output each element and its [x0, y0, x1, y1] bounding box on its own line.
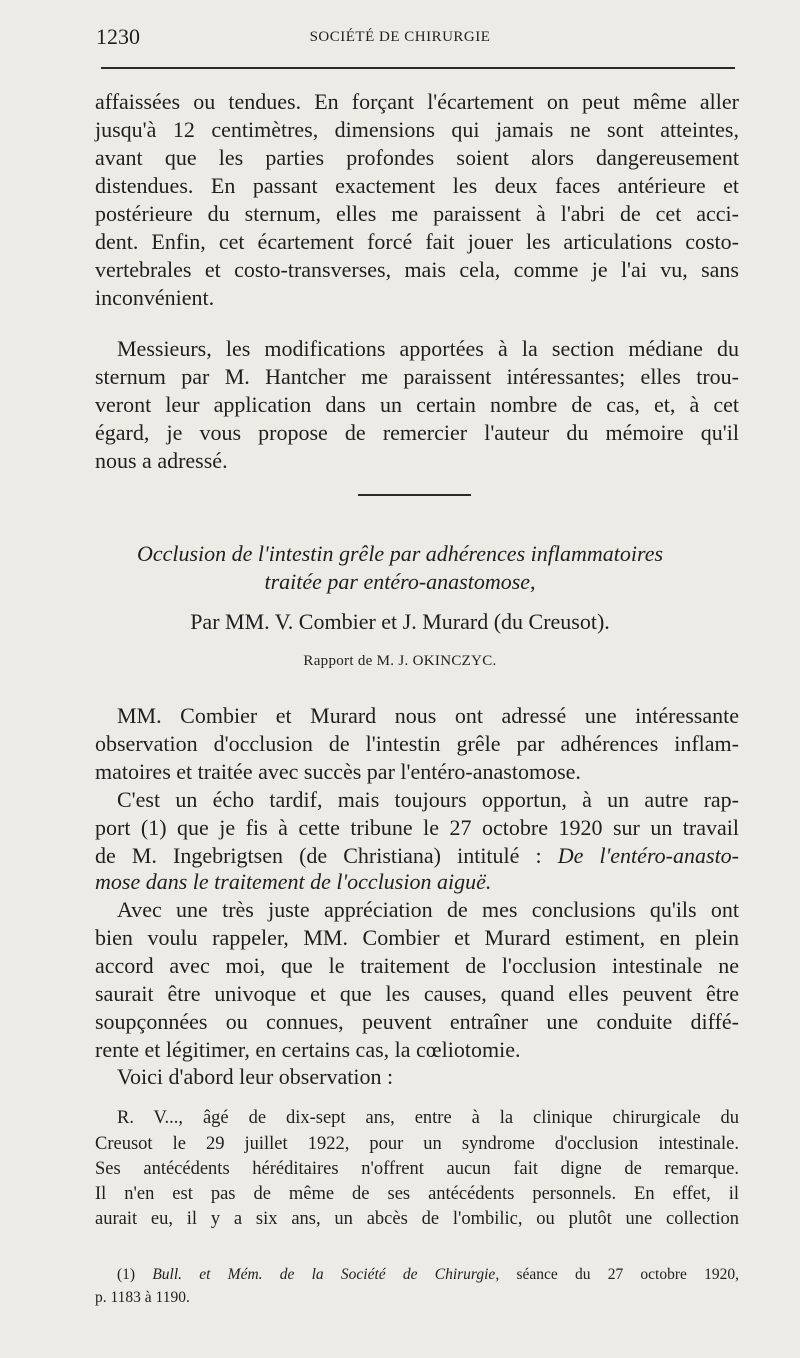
footnote-line [117, 1264, 739, 1286]
report-byline: Rapport de M. J. OKINCZYC. [303, 653, 497, 669]
text-run: de M. Ingebrigtsen (de Christiana) intitulé : [95, 843, 542, 868]
text-line: Messieurs, les modifications apportées à la section médiane du [117, 336, 739, 361]
article-authors: Par MM. V. Combier et J. Murard (du Creusot). [190, 609, 610, 634]
page-number: 1230 [96, 24, 140, 49]
text-line: rente et légitimer, en certains cas, la cœliotomie. [95, 1037, 521, 1062]
text-line: dent. Enfin, cet écartement forcé fait jouer les articulations costo- [95, 229, 739, 254]
footnote-marker: (1) [117, 1266, 136, 1283]
footnote-text: séance du 27 octobre 1920, [516, 1266, 740, 1283]
text-line: distendues. En passant exactement les deux faces antérieure et [95, 173, 739, 198]
article-title-line: traitée par entéro-anastomose, [264, 569, 536, 594]
small-text-line: Il n'en est pas de même de ses antécédents personnels. En effet, il [95, 1184, 739, 1204]
text-line: veront leur application dans un certain nombre de cas, et, à cet [95, 392, 739, 417]
text-line: égard, je vous propose de remercier l'auteur du mémoire qu'il [95, 420, 739, 445]
text-line: saurait être univoque et que les causes, quand elles peuvent être [95, 981, 739, 1006]
text-line: inconvénient. [95, 285, 215, 310]
text-line [95, 842, 739, 869]
running-title: SOCIÉTÉ DE CHIRURGIE [309, 29, 491, 45]
text-line: mose dans le traitement de l'occlusion aiguë. [95, 869, 492, 894]
section-separator [358, 494, 471, 496]
small-text-line: Creusot le 29 juillet 1922, pour un syndrome d'occlusion intestinale. [95, 1134, 739, 1154]
text-line: postérieure du sternum, elles me paraissent à l'abri de cet acci- [95, 201, 739, 226]
text-line: port (1) que je fis à cette tribune le 27 octobre 1920 sur un travail [95, 815, 739, 840]
text-line: accord avec moi, que le traitement de l'occlusion intestinale ne [95, 953, 739, 978]
article-title-line: Occlusion de l'intestin grêle par adhérences inflammatoires [136, 541, 664, 566]
text-line: C'est un écho tardif, mais toujours opportun, à un autre rap- [117, 787, 739, 812]
italic-run: De l'entéro-anasto- [557, 843, 740, 868]
text-line: MM. Combier et Murard nous ont adressé une intéressante [117, 703, 739, 728]
footnote-line: p. 1183 à 1190. [95, 1289, 190, 1306]
footnote-source: Bull. et Mém. de la Société de Chirurgie, [152, 1266, 500, 1283]
text-line: matoires et traitée avec succès par l'entéro-anastomose. [95, 759, 581, 784]
text-line: Voici d'abord leur observation : [117, 1064, 394, 1089]
text-line: affaissées ou tendues. En forçant l'écartement on peut même aller [95, 89, 739, 114]
text-line: nous a adressé. [95, 448, 228, 473]
text-line: soupçonnées ou connues, peuvent entraîner une conduite diffé- [95, 1009, 739, 1034]
text-line: bien voulu rappeler, MM. Combier et Murard estiment, en plein [95, 925, 739, 950]
text-line: jusqu'à 12 centimètres, dimensions qui jamais ne sont atteintes, [95, 117, 739, 142]
text-line: observation d'occlusion de l'intestin grêle par adhérences inflam- [95, 731, 739, 756]
header-rule [101, 67, 735, 69]
text-line: vertebrales et costo-transverses, mais cela, comme je l'ai vu, sans [95, 257, 739, 282]
small-text-line: aurait eu, il y a six ans, un abcès de l'ombilic, ou plutôt une collection [95, 1209, 739, 1229]
small-text-line: Ses antécédents héréditaires n'offrent aucun fait digne de remarque. [95, 1159, 739, 1179]
text-line: sternum par M. Hantcher me paraissent intéressantes; elles trou- [95, 364, 739, 389]
small-text-line: R. V..., âgé de dix-sept ans, entre à la clinique chirurgicale du [117, 1108, 739, 1128]
text-line: avant que les parties profondes soient alors dangereusement [95, 145, 739, 170]
text-line: Avec une très juste appréciation de mes conclusions qu'ils ont [117, 897, 739, 922]
